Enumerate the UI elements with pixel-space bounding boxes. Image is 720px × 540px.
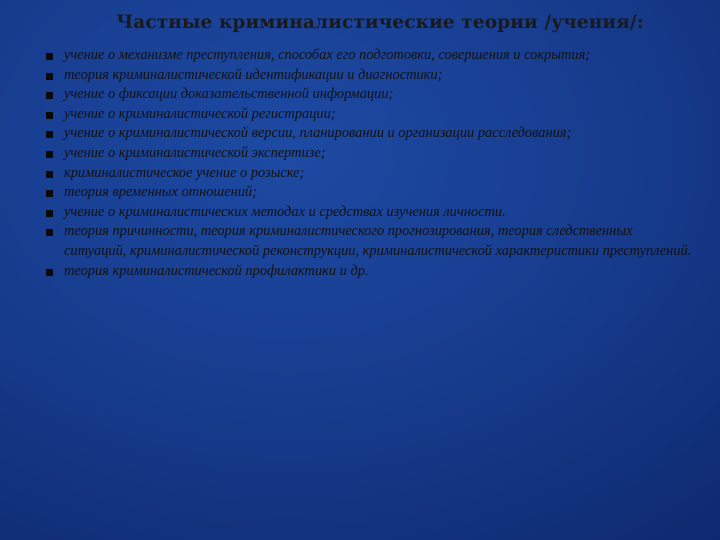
list-item (44, 66, 694, 86)
list-item-text: учение о криминалистической версии, планировании и организации расследования; (64, 125, 572, 142)
list-item-text: теория временных отношений; (64, 184, 258, 201)
list-item-text: учение о криминалистической экспертизе; (64, 144, 326, 161)
list-item-text: теория криминалистической идентификации и диагностики; (64, 66, 443, 83)
square-bullet-icon (46, 171, 53, 178)
list-item-text: учение о криминалистических методах и средствах изучения личности. (64, 203, 506, 220)
square-bullet-icon (46, 53, 53, 60)
square-bullet-icon (46, 190, 53, 197)
list-item (44, 262, 694, 282)
list-item-text: учение о механизме преступления, способах его подготовки, совершения и сокрытия; (64, 47, 591, 63)
list-item-text: теория криминалистической профилактики и др. (64, 262, 369, 279)
list-item (44, 203, 694, 223)
list-item (44, 85, 694, 105)
square-bullet-icon (46, 131, 53, 138)
list-item (44, 124, 694, 144)
square-bullet-icon (46, 112, 53, 119)
list-item (44, 164, 694, 184)
list-item (44, 105, 694, 125)
square-bullet-icon (46, 92, 53, 99)
list-item-text: учение о криминалистической регистрации; (64, 105, 336, 122)
square-bullet-icon (46, 269, 53, 276)
list-item (44, 222, 694, 261)
list-item-text: теория причинности, теория криминалистического прогнозирования, теория следственных ситуаций, криминалистической реконструкции, криминалистической характеристики преступлений. (64, 223, 692, 259)
list-item (44, 144, 694, 164)
slide-title: Частные криминалистические теории /учения/: (116, 12, 644, 33)
theories-list (44, 46, 694, 281)
square-bullet-icon (46, 73, 53, 80)
list-item-text: криминалистическое учение о розыске; (64, 164, 305, 181)
square-bullet-icon (46, 229, 53, 236)
square-bullet-icon (46, 210, 53, 217)
list-item (44, 46, 694, 66)
square-bullet-icon (46, 151, 53, 158)
list-item-text: учение о фиксации доказательственной информации; (64, 86, 394, 103)
list-item (44, 183, 694, 203)
